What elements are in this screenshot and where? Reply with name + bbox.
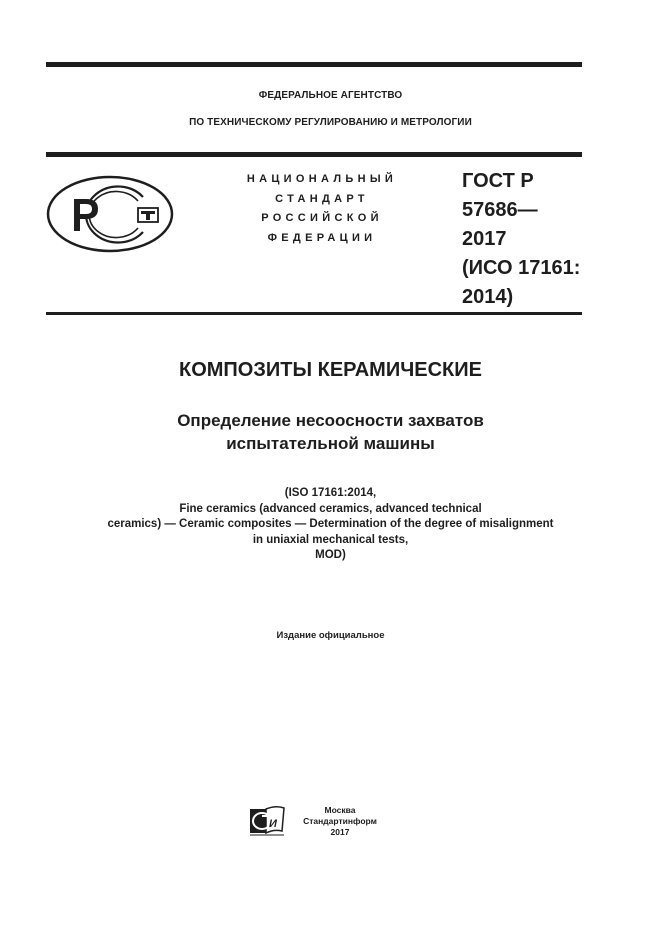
national-standard-line: РОССИЙСКОЙ — [261, 212, 383, 224]
subtitle-line: испытательной машины — [226, 434, 435, 453]
standard-designation — [462, 167, 580, 312]
top-rule — [46, 62, 582, 67]
designation-line: 2017 — [462, 228, 507, 250]
standartinform-logo-icon — [248, 805, 286, 837]
publisher-city: Москва — [324, 805, 356, 815]
iso-reference-line: ceramics) — Ceramic composites — Determination of the degree of misalignment — [107, 518, 554, 530]
designation-line: 2014) — [462, 286, 514, 308]
agency-name-line2: ПО ТЕХНИЧЕСКОМУ РЕГУЛИРОВАНИЮ И МЕТРОЛОГИИ — [189, 117, 472, 128]
document-title: КОМПОЗИТЫ КЕРАМИЧЕСКИЕ — [179, 359, 482, 381]
masthead-bottom-rule — [46, 312, 582, 315]
iso-reference-line: in uniaxial mechanical tests, — [252, 533, 409, 546]
iso-reference-line: (ISO 17161:2014, — [284, 487, 377, 499]
header-bottom-rule — [46, 152, 582, 157]
subtitle-line: Определение несоосности захватов — [177, 411, 484, 430]
national-standard-line: ФЕДЕРАЦИИ — [267, 231, 377, 244]
gost-r-rst-logo-icon — [46, 175, 174, 253]
national-standard-label — [222, 170, 422, 248]
official-edition-label: Издание официальное — [276, 630, 385, 641]
publisher-info — [290, 805, 390, 838]
iso-reference-line: MOD) — [315, 549, 346, 561]
designation-line: 57686— — [462, 199, 538, 221]
agency-name-line1: ФЕДЕРАЛЬНОЕ АГЕНТСТВО — [258, 90, 403, 101]
iso-reference-line: Fine ceramics (advanced ceramics, advanced technical — [179, 502, 482, 515]
national-standard-line: СТАНДАРТ — [275, 192, 369, 205]
publisher-name: Стандартинформ — [303, 816, 377, 826]
national-standard-line: НАЦИОНАЛЬНЫЙ — [246, 173, 398, 185]
publication-year: 2017 — [330, 827, 350, 837]
svg-text:И: И — [269, 818, 277, 830]
designation-line: (ИСО 17161: — [462, 257, 581, 279]
iso-reference — [0, 486, 661, 564]
designation-line: ГОСТ Р — [462, 170, 534, 192]
document-subtitle — [0, 409, 661, 455]
